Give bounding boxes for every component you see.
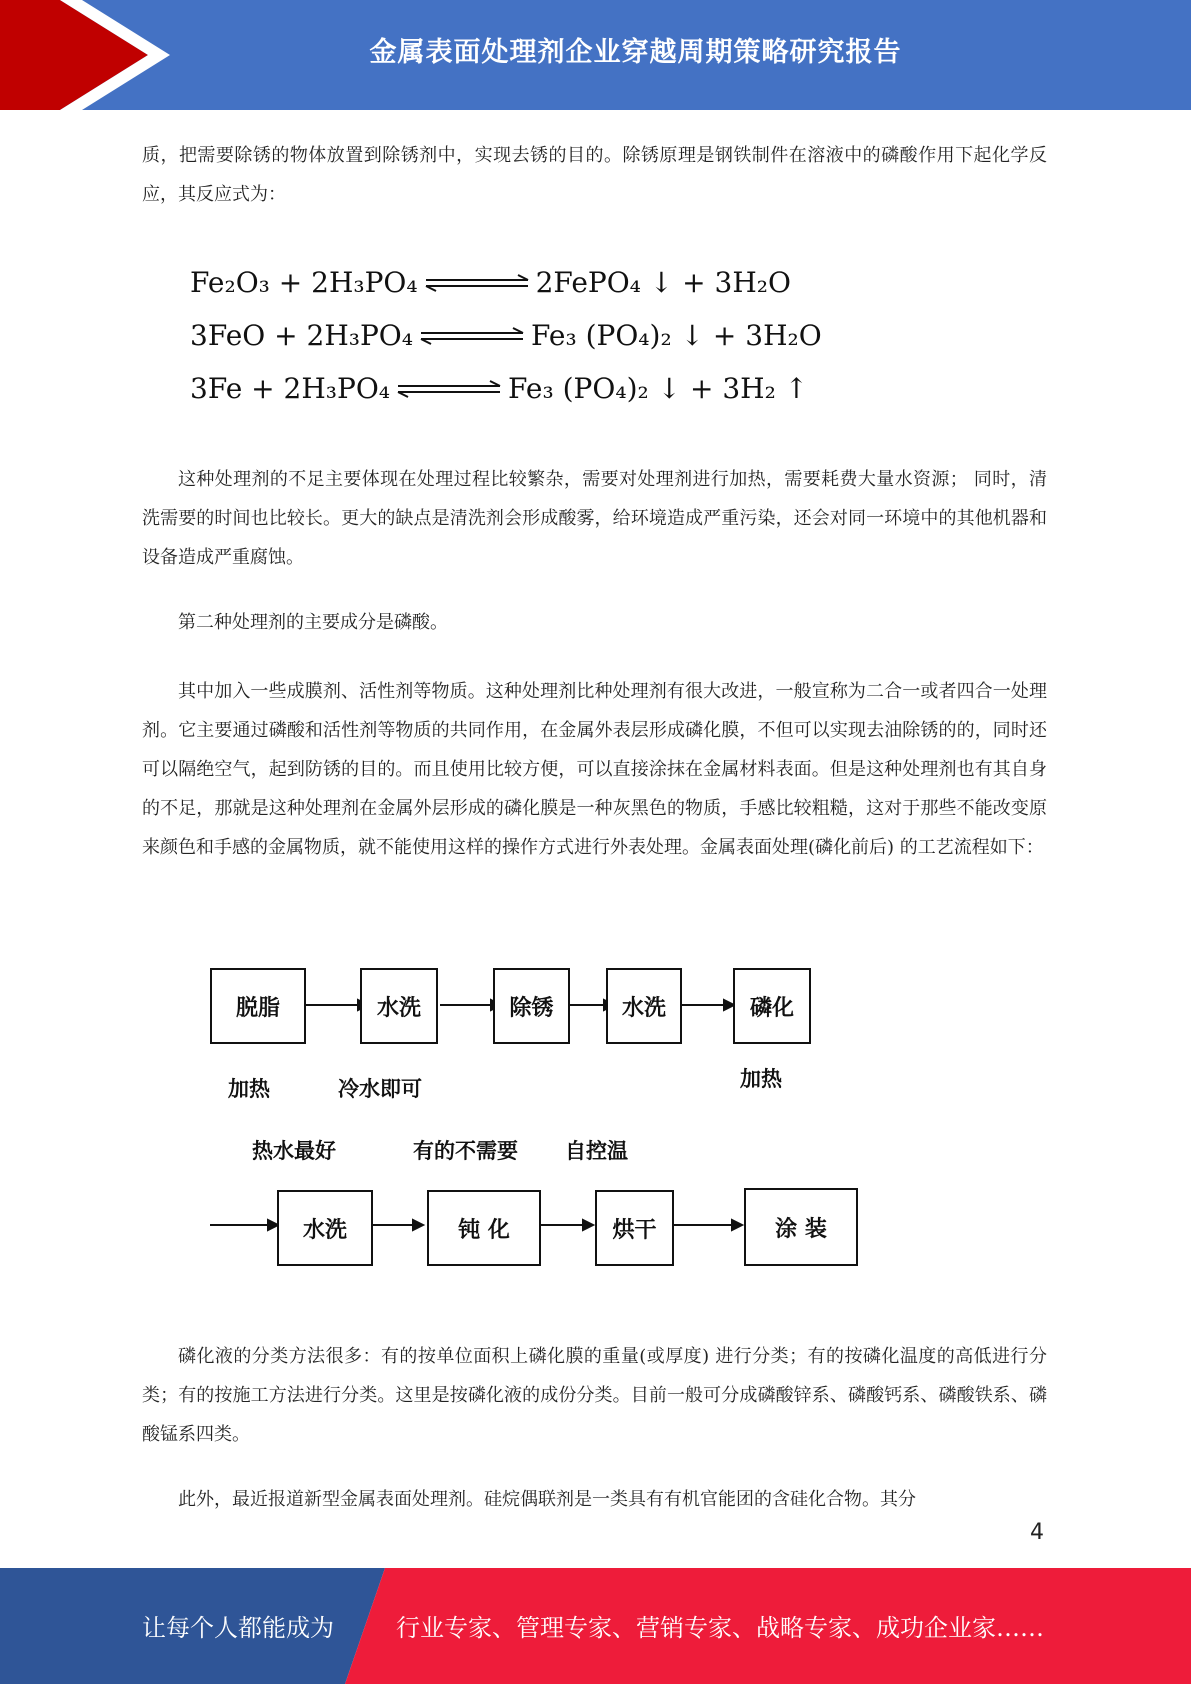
body-text-block-5: [142, 1337, 1047, 1454]
label-optional: 有的不需要: [413, 1139, 518, 1163]
equation-line: [190, 362, 822, 415]
page-number: 4: [1030, 1520, 1044, 1545]
flow-step-dry: 烘干: [595, 1190, 674, 1266]
label-hot-water: 热水最好: [252, 1139, 336, 1163]
equilibrium-arrow-icon: [417, 326, 527, 346]
footer-slogan-left: 让每个人都能成为: [142, 1614, 334, 1642]
label-cold-water: 冷水即可: [338, 1077, 422, 1101]
reaction-equations: [190, 256, 822, 415]
equation-line: [190, 256, 822, 309]
flow-step-rinse-2: 水洗: [606, 968, 682, 1044]
page-header: [0, 0, 1191, 110]
paragraph-classification: 磷化液的分类方法很多：有的按单位面积上磷化膜的重量(或厚度) 进行分类；有的按磷化温度的高低进行分类；有的按施工方法进行分类。这里是按磷化液的成份分类。目前一般可分成磷酸锌系、磷酸钙系、磷酸铁系、磷酸锰系四类。: [142, 1346, 1047, 1445]
page-footer: [0, 1568, 1191, 1684]
paragraph-drawbacks: 这种处理剂的不足主要体现在处理过程比较繁杂，需要对处理剂进行加热，需要耗费大量水资源； 同时，清洗需要的时间也比较长。更大的缺点是清洗剂会形成酸雾，给环境造成严重污染，还会对同一环境中的其他机器和设备造成严重腐蚀。: [142, 469, 1047, 568]
paragraph-silane: 此外，最近报道新型金属表面处理剂。硅烷偶联剂是一类具有有机官能团的含硅化合物。其分: [178, 1489, 916, 1510]
equation-reactants: 3FeO + 2H₃PO₄: [190, 319, 413, 352]
equation-reactants: Fe₂O₃ + 2H₃PO₄: [190, 266, 418, 299]
equation-products: 2FePO₄ ↓ + 3H₂O: [535, 266, 791, 299]
flow-step-derust: 除锈: [493, 968, 570, 1044]
flow-step-coat: 涂 装: [744, 1188, 858, 1266]
equation-reactants: 3Fe + 2H₃PO₄: [190, 372, 391, 405]
body-text-block-2: [142, 460, 1047, 577]
paragraph-rust-removal: 质，把需要除锈的物体放置到除锈剂中，实现去锈的目的。除锈原理是钢铁制件在溶液中的磷酸作用下起化学反应，其反应式为：: [142, 145, 1047, 205]
body-text-block-4: [142, 672, 1047, 867]
label-auto-temp: 自控温: [565, 1139, 628, 1163]
equilibrium-arrow-icon: [422, 273, 532, 293]
label-heat-2: 加热: [740, 1067, 782, 1091]
equation-products: Fe₃ (PO₄)₂ ↓ + 3H₂ ↑: [508, 372, 809, 405]
flow-step-rinse-1: 水洗: [360, 968, 438, 1044]
equation-line: [190, 309, 822, 362]
body-text-block-3: [142, 603, 1047, 642]
body-text-block-1: [142, 136, 1047, 214]
process-flow-diagram: [200, 955, 900, 1275]
flow-step-rinse-3: 水洗: [277, 1190, 373, 1266]
flow-step-degrease: 脱脂: [210, 968, 306, 1044]
report-title: 金属表面处理剂企业穿越周期策略研究报告: [369, 37, 902, 68]
equation-products: Fe₃ (PO₄)₂ ↓ + 3H₂O: [530, 319, 822, 352]
equilibrium-arrow-icon: [394, 379, 504, 399]
body-text-block-6: [142, 1480, 1047, 1519]
flow-step-phosphate: 磷化: [733, 968, 811, 1044]
footer-slogan-right: 行业专家、管理专家、营销专家、战略专家、成功企业家……: [396, 1614, 1044, 1642]
paragraph-phosphating: 其中加入一些成膜剂、活性剂等物质。这种处理剂比种处理剂有很大改进，一般宣称为二合一或者四合一处理剂。它主要通过磷酸和活性剂等物质的共同作用，在金属外表层形成磷化膜，不但可以实现去油除锈的的，同时还可以隔绝空气，起到防锈的目的。而且使用比较方便，可以直接涂抹在金属材料表面。但是这种处理剂也有其自身的不足，那就是这种处理剂在金属外层形成的磷化膜是一种灰黑色的物质，手感比较粗糙，这对于那些不能改变原来颜色和手感的金属物质，就不能使用这样的操作方式进行外表处理。金属表面处理(磷化前后) 的工艺流程如下：: [142, 681, 1047, 858]
paragraph-second-agent: 第二种处理剂的主要成分是磷酸。: [178, 612, 448, 633]
flow-step-passivate: 钝 化: [427, 1190, 541, 1266]
label-heat: 加热: [228, 1077, 270, 1101]
